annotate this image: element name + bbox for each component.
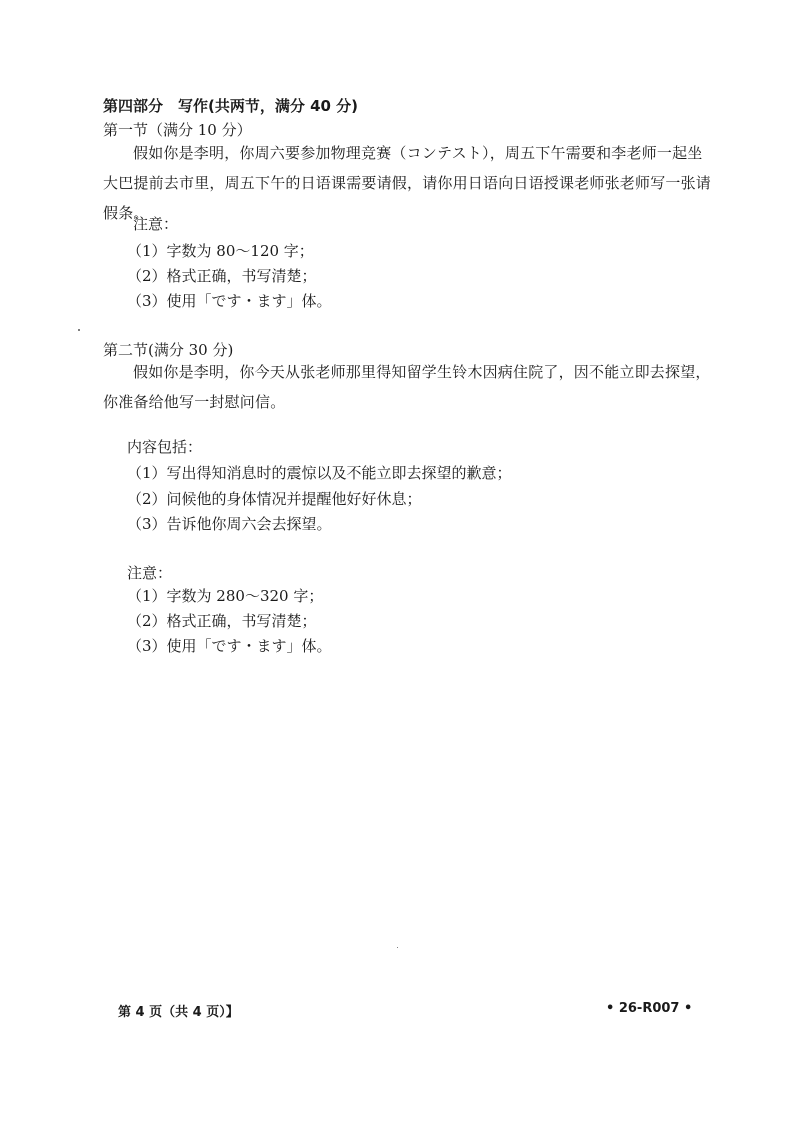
section2-content-item: （2）问候他的身体情况并提醒他好好休息； — [127, 490, 422, 508]
footer-page-info: 第 4 页（共 4 页）】 — [118, 1005, 239, 1020]
section1-note-title: 注意： — [133, 215, 179, 233]
section1-prompt: 假如你是李明，你周六要参加物理竞赛（コンテスト），周五下午需要和李老师一起坐大巴提前去市里，周五下午的日语课需要请假，请你用日语向日语授课老师张老师写一张请假条。 — [103, 144, 712, 222]
scan-speck — [78, 329, 80, 331]
section2-note-item: （1）字数为 280～320 字； — [127, 587, 324, 605]
section2-title: 第二节(满分 30 分) — [103, 341, 234, 359]
section2-note-title: 注意： — [127, 564, 173, 582]
section1-note-item: （1）字数为 80～120 字； — [127, 242, 314, 260]
scan-speck — [397, 947, 398, 948]
section1-title: 第一节（满分 10 分） — [103, 121, 252, 139]
section2-content-title: 内容包括： — [127, 438, 203, 456]
section2-content-item: （3）告诉他你周六会去探望。 — [127, 515, 332, 533]
section2-content-item: （1）写出得知消息时的震惊以及不能立即去探望的歉意； — [127, 464, 512, 482]
section1-note-item: （3）使用「です・ます」体。 — [127, 292, 332, 310]
part4-title: 第四部分 写作(共两节，满分 40 分) — [103, 97, 359, 115]
section1-note-item: （2）格式正确，书写清楚； — [127, 267, 317, 285]
section2-prompt: 假如你是李明，你今天从张老师那里得知留学生铃木因病住院了，因不能立即去探望，你准备给他写一封慰问信。 — [103, 363, 711, 411]
section2-note-item: （3）使用「です・ます」体。 — [127, 637, 332, 655]
footer-code: • 26-R007 • — [606, 1001, 693, 1016]
section2-note-item: （2）格式正确，书写清楚； — [127, 612, 317, 630]
